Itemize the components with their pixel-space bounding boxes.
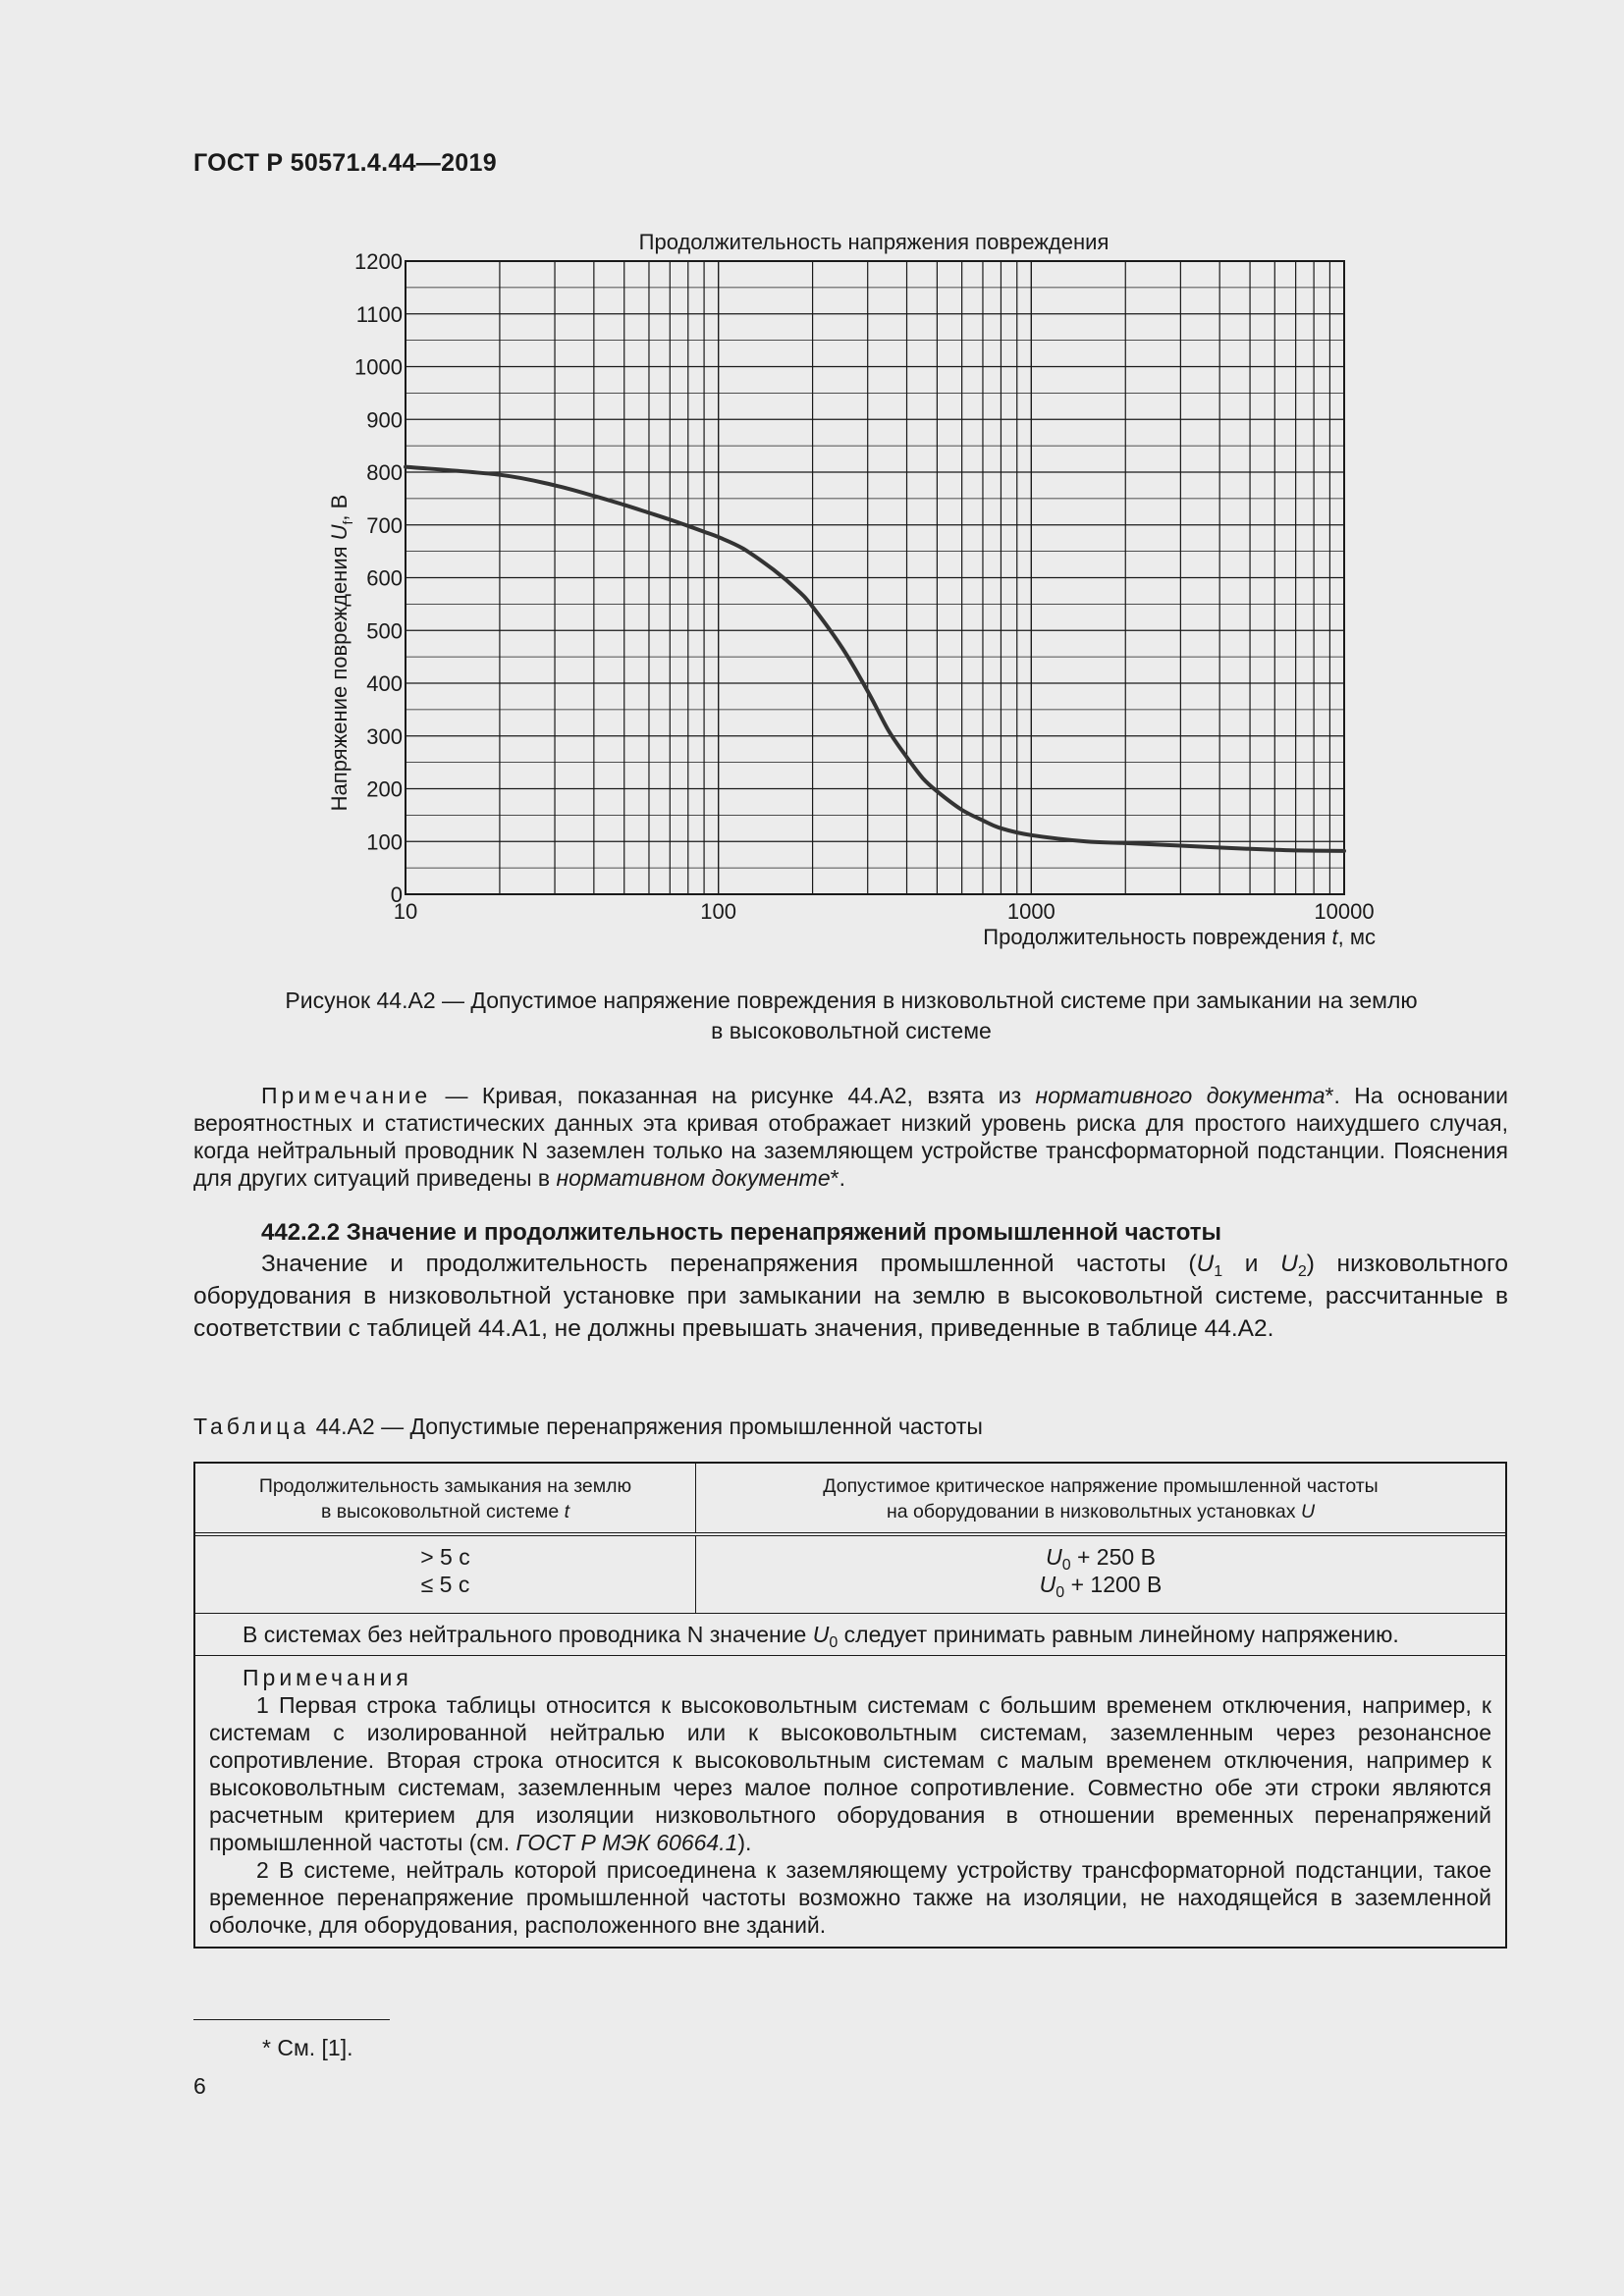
footnote-divider bbox=[193, 2019, 390, 2020]
note-label: Примечание bbox=[261, 1083, 432, 1108]
page-number: 6 bbox=[193, 2073, 206, 2099]
y-tick-label: 600 bbox=[366, 565, 403, 591]
y-tick-label: 900 bbox=[366, 407, 403, 433]
fault-voltage-chart bbox=[295, 221, 1404, 967]
normative-ref: нормативном документе bbox=[556, 1165, 831, 1191]
cell-durations: > 5 с ≤ 5 с bbox=[195, 1536, 696, 1613]
table-title: Таблица 44.А2 — Допустимые перенапряжения промышленной частоты bbox=[193, 1414, 983, 1439]
col-header-duration: Продолжительность замыкания на землю в высоковольтной системе t bbox=[195, 1464, 696, 1532]
x-axis-label: Продолжительность повреждения t, мс bbox=[983, 925, 1376, 949]
document-header: ГОСТ Р 50571.4.44—2019 bbox=[193, 149, 497, 177]
cell-voltages: $U_0 + 250$ В $U_0 + 1200$ В bbox=[1039, 1544, 1163, 1601]
y-tick-label: 0 bbox=[390, 882, 403, 907]
x-tick-label: 1000 bbox=[1006, 899, 1056, 924]
y-tick-label: 100 bbox=[366, 829, 403, 855]
overvoltage-table bbox=[193, 1462, 1507, 1949]
notes-label: Примечания bbox=[243, 1665, 412, 1690]
chart-title: Продолжительность напряжения повреждения bbox=[638, 230, 1110, 254]
col-header-voltage: Допустимое критическое напряжение промышленной частоты на оборудовании в низковольтных установках U bbox=[823, 1475, 1379, 1522]
x-tick-label: 100 bbox=[700, 899, 737, 924]
table-note-2: 2 В системе, нейтраль которой присоединена к заземляющему устройству трансформаторной подстанции, такое временное перенапряжение промышленной частоты возможно также на изоляции, не находящейся в заземленной оболочке, для оборудования, расположенного вне зданий. bbox=[209, 1857, 1491, 1938]
y-axis-label: Напряжение повреждения $U_f$, В bbox=[327, 494, 355, 812]
y-tick-label: 1000 bbox=[354, 354, 403, 380]
x-tick-labels bbox=[394, 899, 1375, 924]
y-tick-label: 200 bbox=[366, 776, 403, 802]
y-tick-label: 700 bbox=[366, 512, 403, 538]
section-heading: 442.2.2 Значение и продолжительность перенапряжений промышленной частоты bbox=[261, 1219, 1222, 1246]
footnote: * См. [1]. bbox=[262, 2035, 353, 2060]
y-tick-labels bbox=[354, 249, 403, 907]
figure-caption-line2: в высоковольтной системе bbox=[711, 1018, 992, 1043]
x-tick-label: 10 bbox=[393, 899, 418, 924]
x-tick-label: 10000 bbox=[1314, 899, 1375, 924]
chart-grid-horizontal bbox=[406, 261, 1344, 894]
figure-caption bbox=[193, 986, 1509, 1046]
table-header-row bbox=[195, 1464, 1505, 1536]
y-tick-label: 500 bbox=[366, 618, 403, 644]
section-body: Значение и продолжительность перенапряжения промышленной частоты ($U_1$ и $U_2$) низковольтного оборудования в низковольтной установке при замыкании на землю в высоковольтной системе, рассчитанные в соответствии с таблицей 44.А1, не должны превышать значения, приведенные в таблице 44.А2. bbox=[193, 1251, 1508, 1342]
normative-ref: нормативного документа bbox=[1035, 1083, 1326, 1108]
figure-caption-line1: Рисунок 44.А2 — Допустимое напряжение повреждения в низковольтной системе при замыкании на землю bbox=[285, 988, 1418, 1013]
y-tick-label: 300 bbox=[366, 723, 403, 749]
table-row bbox=[195, 1536, 1505, 1614]
table-notes bbox=[195, 1656, 1505, 1947]
y-tick-label: 400 bbox=[366, 671, 403, 696]
y-tick-label: 1200 bbox=[354, 249, 403, 274]
y-tick-label: 1100 bbox=[355, 301, 403, 327]
y-tick-label: 800 bbox=[366, 460, 403, 485]
table-note-1: 1 Первая строка таблицы относится к высоковольтным системам с большим временем отключения, например, к системам с изолированной нейтралью или к высоковольтным системам, заземленным через резонансное сопротивление. Вторая строка относится к высоковольтным системам с малым временем отключения, например к высоковольтным системам, заземленным через малое полное сопротивление. Совместно обе эти строки являются расчетным критерием для изоляции низковольтного оборудования в отношении временных перенапряжений промышленной частоты (см. ГОСТ Р МЭК 60664.1). bbox=[209, 1692, 1491, 1855]
figure-note: Примечание — Кривая, показанная на рисунке 44.А2, взята из нормативного документа*. На основании вероятностных и статистических данных эта кривая отображает низкий уровень риска для простого наихудшего случая, когда нейтральный проводник N заземлен только на заземляющем устройстве трансформаторной подстанции. Пояснения для других ситуаций приведены в нормативном документе*. bbox=[193, 1083, 1508, 1191]
table-footnote: В системах без нейтрального проводника N значение $U_0$ следует принимать равным линейному напряжению. bbox=[195, 1614, 1505, 1656]
